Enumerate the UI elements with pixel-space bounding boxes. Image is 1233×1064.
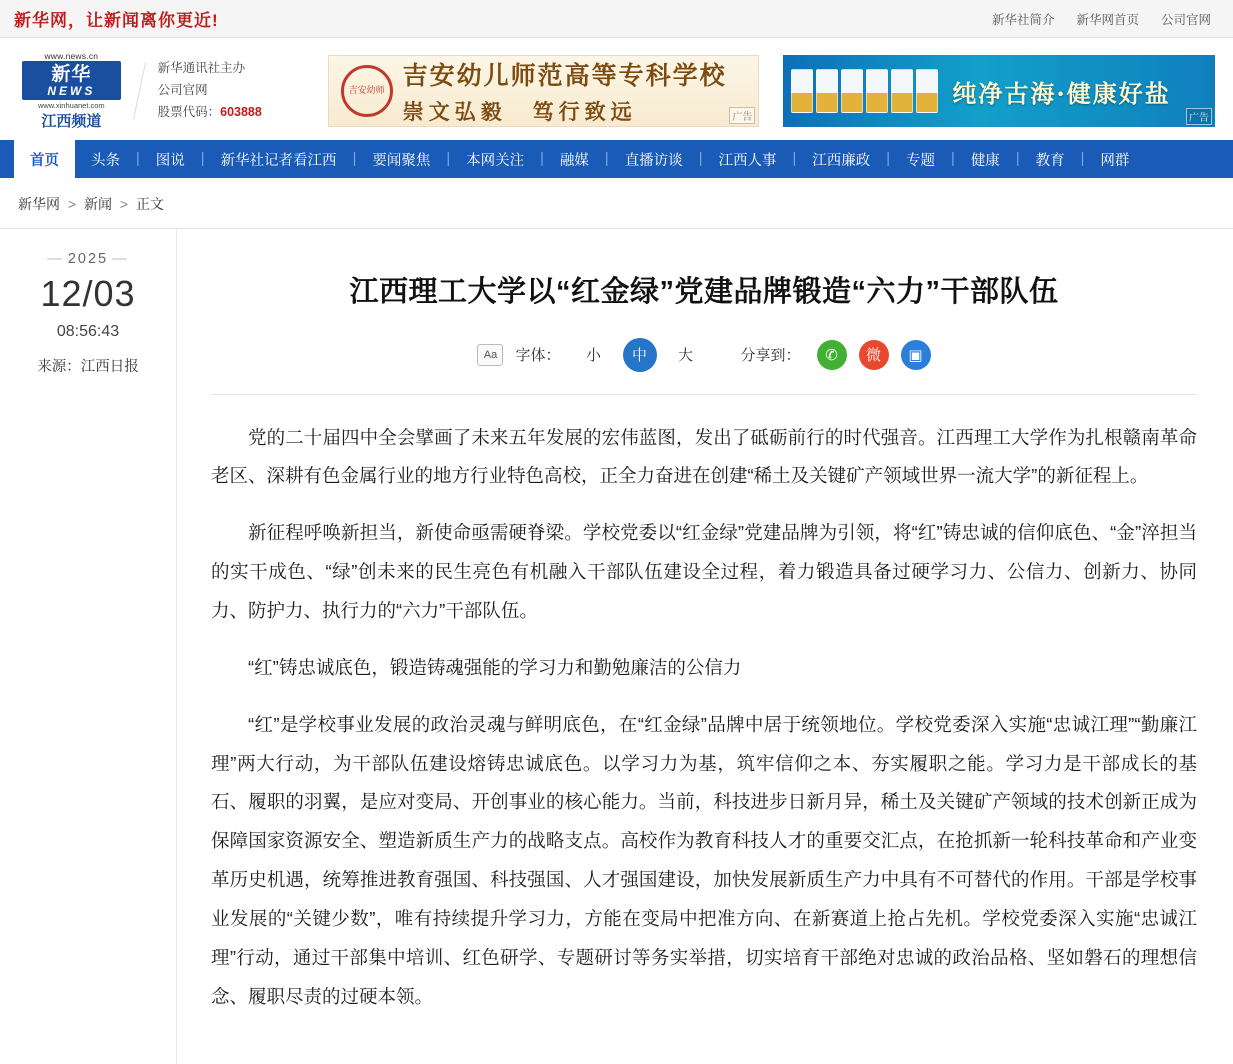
nav-separator: | bbox=[604, 151, 609, 168]
ad1-tag: 广告 bbox=[729, 107, 755, 124]
nav-item-tushuo[interactable]: 图说 bbox=[155, 152, 185, 169]
header-meta bbox=[158, 58, 308, 124]
article-year: — 2025 — bbox=[0, 251, 176, 267]
breadcrumb-bar bbox=[0, 178, 1233, 229]
nav-item-rongmei[interactable]: 融媒 bbox=[559, 152, 589, 169]
page-title: 江西理工大学以“红金绿”党建品牌锻造“六力”干部队伍 bbox=[349, 275, 1059, 308]
qzone-share-icon[interactable]: ▣ bbox=[901, 340, 931, 370]
nav-item-toutiao[interactable]: 头条 bbox=[91, 152, 120, 169]
header-meta-line2: 公司官网 bbox=[157, 83, 208, 98]
nav-item-jiaoyu[interactable]: 教育 bbox=[1035, 152, 1065, 169]
header-meta-line1: 新华通讯社主办 bbox=[157, 61, 246, 76]
nav-item-reporters-jiangxi[interactable]: 新华社记者看江西 bbox=[220, 152, 337, 169]
top-bar-links bbox=[992, 10, 1211, 28]
article-source: 来源：江西日报 bbox=[37, 359, 139, 376]
nav-separator: | bbox=[1080, 151, 1085, 168]
breadcrumb-separator: > bbox=[67, 196, 77, 213]
header-divider bbox=[133, 63, 146, 119]
top-bar bbox=[0, 0, 1233, 38]
top-link-home[interactable]: 新华网首页 bbox=[1076, 12, 1139, 27]
nav-item-zhibo[interactable]: 直播访谈 bbox=[624, 152, 683, 169]
article-body bbox=[211, 419, 1197, 1017]
ad2-text: 纯净古海·健康好盐 bbox=[952, 78, 1171, 108]
article-paragraph: 党的二十届四中全会擘画了未来五年发展的宏伟蓝图，发出了砥砺前行的时代强音。江西理工大学作为扎根赣南革命老区、深耕有色金属行业的地方行业特色高校，正全力奋进在创建“稀土及关键矿产领域世界一流大学”的新征程上。 bbox=[211, 426, 1197, 487]
nav-separator: | bbox=[136, 151, 140, 168]
ad1-text bbox=[403, 56, 727, 126]
font-size-icon: Aa bbox=[477, 344, 503, 366]
site-header bbox=[0, 38, 1233, 140]
advertisement-banner-school[interactable] bbox=[328, 55, 760, 127]
school-seal-icon: 吉安幼师 bbox=[341, 65, 393, 117]
article-paragraph: 新征程呼唤新担当，新使命亟需硬脊梁。学校党委以“红金绿”党建品牌为引领，将“红”铸忠诚的信仰底色、“金”淬担当的实干成色、“绿”创未来的民生亮色有机融入干部队伍建设全过程，着力锻造具备过硬学习力、公信力、创新力、协同力、防护力、执行力的“六力”干部队伍。 bbox=[211, 522, 1197, 622]
font-size-large-button[interactable]: 大 bbox=[677, 347, 693, 365]
article-monthday: 12/03 bbox=[40, 273, 136, 315]
breadcrumb bbox=[0, 178, 1233, 228]
nav-separator: | bbox=[1015, 151, 1020, 168]
article-time: 08:56:43 bbox=[56, 323, 120, 341]
logo-brand-en: NEWS bbox=[47, 83, 96, 98]
breadcrumb-separator: > bbox=[119, 196, 129, 213]
breadcrumb-item-2: 正文 bbox=[135, 196, 164, 213]
nav-separator: | bbox=[698, 151, 703, 168]
nav-item-jiankang[interactable]: 健康 bbox=[970, 152, 1000, 169]
top-link-company[interactable]: 公司官网 bbox=[1160, 12, 1211, 27]
font-size-medium-button[interactable]: 中 bbox=[623, 338, 657, 372]
article-toolbar bbox=[211, 338, 1197, 395]
nav-item-jiangxi-lianzheng[interactable]: 江西廉政 bbox=[812, 152, 871, 169]
font-size-small-button[interactable]: 小 bbox=[585, 347, 601, 365]
weibo-share-icon[interactable]: 微 bbox=[859, 340, 889, 370]
nav-separator: | bbox=[951, 151, 955, 168]
nav-item-jiangxi-renshi[interactable]: 江西人事 bbox=[718, 152, 777, 169]
top-link-about[interactable]: 新华社简介 bbox=[991, 12, 1055, 27]
logo-url-top: www.news.cn bbox=[44, 51, 99, 61]
breadcrumb-item-0[interactable]: 新华网 bbox=[18, 196, 60, 213]
article-paragraph: “红”铸忠诚底色，锻造铸魂强能的学习力和勤勉廉洁的公信力 bbox=[248, 656, 742, 678]
ad2-tag: 广告 bbox=[1186, 108, 1212, 125]
share-label: 分享到： bbox=[740, 347, 801, 365]
article-paragraph: “红”是学校事业发展的政治灵魂与鲜明底色，在“红金绿”品牌中居于统领地位。学校党委深入实施“忠诚江理”“勤廉江理”两大行动，为干部队伍建设熔铸忠诚底色。以学习力为基，筑牢信仰之本、夯实履职之能。学习力是干部成长的基石、履职的羽翼，是应对变局、开创事业的核心能力。当前，科技进步日新月异，稀土及关键矿产领域的技术创新正成为保障国家资源安全、塑造新质生产力的战略支点。高校作为教育科技人才的重要交汇点，在抢抓新一轮科技革命和产业变革历史机遇，统筹推进教育强国、科技强国、人才强国建设，加快发展新质生产力中具有不可替代的作用。干部是学校事业发展的“关键少数”，唯有持续提升学习力，方能在变局中把准方向、在新赛道上抢占先机。学校党委深入实施“忠诚江理”行动，通过干部集中培训、红色研学、专题研讨等务实举措，切实培育干部绝对忠诚的政治品格、坚如磐石的理想信念、履职尽责的过硬本领。 bbox=[211, 713, 1197, 1007]
wechat-share-icon[interactable]: ✆ bbox=[817, 340, 847, 370]
nav-separator: | bbox=[540, 151, 544, 168]
logo-brand: 新华 bbox=[51, 63, 92, 85]
nav-item-yaowen[interactable]: 要闻聚焦 bbox=[372, 152, 431, 169]
nav-separator: | bbox=[792, 151, 797, 168]
nav-item-benwang[interactable]: 本网关注 bbox=[466, 152, 525, 169]
stock-code: 603888 bbox=[220, 104, 262, 119]
stock-label: 股票代码： bbox=[157, 104, 221, 119]
logo-badge bbox=[22, 61, 121, 101]
article-container bbox=[0, 229, 1233, 1064]
advertisement-banner-salt[interactable] bbox=[783, 55, 1215, 127]
nav-separator: | bbox=[200, 151, 205, 168]
nav-separator: | bbox=[886, 151, 891, 168]
salt-packages-image bbox=[791, 69, 938, 113]
header-meta-stock bbox=[158, 102, 308, 124]
site-logo[interactable] bbox=[22, 52, 121, 130]
logo-channel: 江西频道 bbox=[41, 113, 102, 131]
nav-item-zhuanti[interactable]: 专题 bbox=[906, 152, 936, 169]
ad1-line1: 吉安幼儿师范高等专科学校 bbox=[402, 61, 727, 91]
font-size-label: 字体： bbox=[515, 347, 561, 365]
ad1-line2: 崇文弘毅 笃行致远 bbox=[402, 99, 637, 125]
nav-separator: | bbox=[446, 151, 451, 168]
article-main-column bbox=[176, 229, 1207, 1064]
nav-item-wangqun[interactable]: 网群 bbox=[1100, 152, 1130, 169]
nav-separator: | bbox=[352, 151, 357, 168]
main-navigation bbox=[0, 140, 1233, 178]
article-date-column bbox=[0, 229, 176, 1064]
breadcrumb-item-1[interactable]: 新闻 bbox=[83, 196, 112, 213]
logo-url-bottom: www.xinhuanet.com bbox=[37, 101, 105, 111]
site-slogan: 新华网，让新闻离你更近! bbox=[14, 11, 219, 30]
nav-item-home[interactable]: 首页 bbox=[14, 140, 75, 178]
